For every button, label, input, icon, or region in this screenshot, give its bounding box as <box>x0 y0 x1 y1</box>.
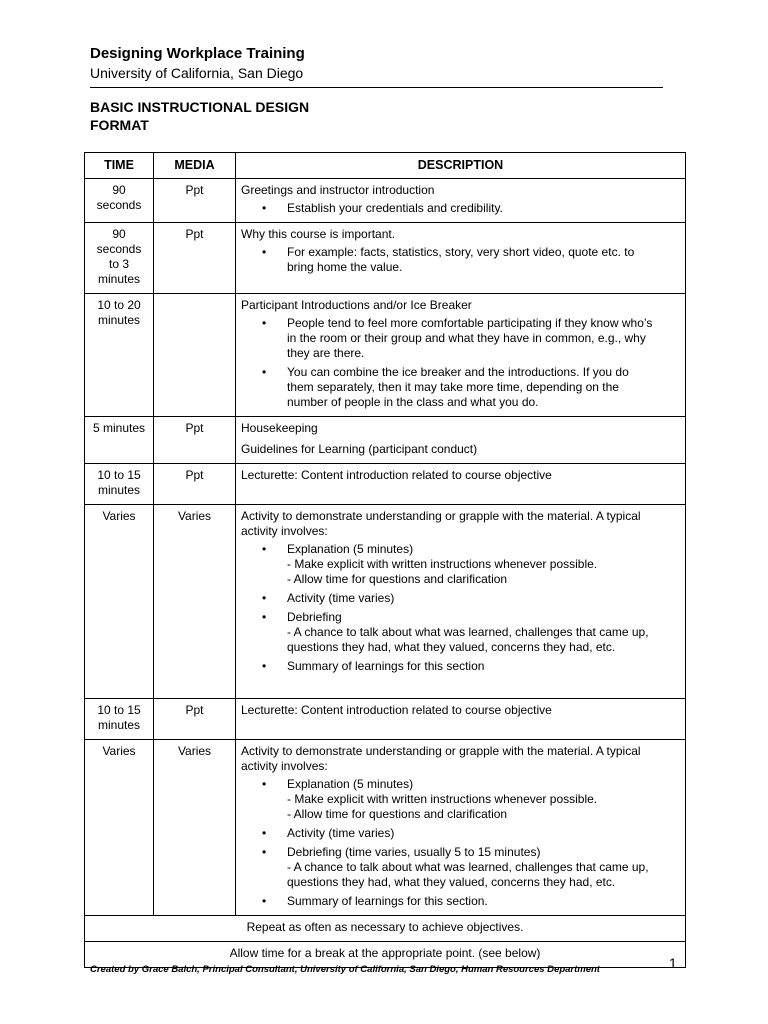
media-cell: Ppt <box>154 699 236 740</box>
bullet-text: in the room or their group and what they have in common, e.g., why <box>287 331 646 345</box>
table-row <box>85 505 686 699</box>
time-text: Varies <box>102 509 136 523</box>
bullet-list <box>241 316 680 410</box>
time-text: minutes <box>97 483 141 497</box>
description-cell <box>236 223 686 294</box>
bullet-item <box>241 777 680 822</box>
media-cell: Ppt <box>154 417 236 464</box>
time-text: to 3 <box>108 257 129 271</box>
description-text: activity involves: <box>241 524 328 538</box>
bullet-icon: • <box>262 365 267 379</box>
bullet-icon: • <box>262 826 267 840</box>
bullet-list <box>241 777 680 909</box>
media-cell: Ppt <box>154 179 236 223</box>
description-text: Lecturette: Content introduction related to course objective <box>241 703 552 717</box>
time-text: minutes <box>97 272 141 286</box>
description-text: Housekeeping <box>241 421 318 435</box>
description-text: Activity to demonstrate understanding or grapple with the material. A typical <box>241 509 641 523</box>
time-cell <box>85 223 154 294</box>
time-cell <box>85 179 154 223</box>
bullet-icon: • <box>262 894 267 908</box>
sub-item-continuation: questions they had, what they valued, concerns they had, etc. <box>287 640 616 654</box>
header-description: DESCRIPTION <box>236 153 686 179</box>
media-cell: Varies <box>154 740 236 916</box>
bullet-text: Debriefing <box>287 610 342 624</box>
description-text: activity involves: <box>241 759 328 773</box>
description-text: Participant Introductions and/or Ice Breaker <box>241 298 472 312</box>
table-row <box>85 223 686 294</box>
description-text: Lecturette: Content introduction related to course objective <box>241 468 552 482</box>
time-text: minutes <box>97 313 141 327</box>
bullet-icon: • <box>262 591 267 605</box>
bullet-icon: • <box>262 201 267 215</box>
bullet-item <box>241 365 680 410</box>
bullet-text: Debriefing (time varies, usually 5 to 15 minutes) <box>287 845 541 859</box>
description-cell <box>236 179 686 223</box>
bullet-list <box>241 542 680 674</box>
bullet-icon: • <box>262 845 267 859</box>
description-cell <box>236 417 686 464</box>
bullet-list <box>241 245 680 275</box>
description-text: Activity to demonstrate understanding or grapple with the material. A typical <box>241 744 641 758</box>
description-cell <box>236 740 686 916</box>
time-cell <box>85 699 154 740</box>
description-text: Why this course is important. <box>241 227 396 241</box>
bullet-item <box>241 659 680 674</box>
description-text: Guidelines for Learning (participant conduct) <box>241 442 478 456</box>
bullet-item <box>241 201 680 216</box>
bullet-item <box>241 826 680 841</box>
time-text: Varies <box>102 744 136 758</box>
time-text: 90 <box>112 227 126 241</box>
bullet-item <box>241 610 680 655</box>
time-text: seconds <box>96 242 142 256</box>
description-cell <box>236 505 686 699</box>
bullet-text: Establish your credentials and credibility. <box>287 201 503 215</box>
bullet-icon: • <box>262 245 267 259</box>
media-cell <box>154 294 236 417</box>
span-row-text: Repeat as often as necessary to achieve objectives. <box>85 916 686 942</box>
time-cell <box>85 740 154 916</box>
header-divider <box>90 87 663 88</box>
sub-item-text: - A chance to talk about what was learned, challenges that came up, <box>287 860 649 874</box>
sub-item-text: - Make explicit with written instructions whenever possible. <box>287 557 598 571</box>
document-title-line-2: FORMAT <box>90 117 149 133</box>
time-cell <box>85 417 154 464</box>
bullet-item <box>241 245 680 275</box>
time-cell <box>85 505 154 699</box>
header-media: MEDIA <box>154 153 236 179</box>
description-cell <box>236 294 686 417</box>
footer-credit: Created by Grace Balch, Principal Consultant, University of California, San Diego, Human Resources Department <box>90 964 600 975</box>
header-time: TIME <box>85 153 154 179</box>
table-row <box>85 417 686 464</box>
sub-item-continuation: questions they had, what they valued, concerns they had, etc. <box>287 875 616 889</box>
document-title-line-1: BASIC INSTRUCTIONAL DESIGN <box>90 99 310 115</box>
bullet-text: People tend to feel more comfortable participating if they know who’s <box>287 316 653 330</box>
time-text: 90 <box>112 183 126 197</box>
bullet-text: For example: facts, statistics, story, very short video, quote etc. to <box>287 245 635 259</box>
table-row <box>85 464 686 505</box>
bullet-text: bring home the value. <box>287 260 403 274</box>
table-row <box>85 740 686 916</box>
bullet-icon: • <box>262 316 267 330</box>
bullet-text: Explanation (5 minutes) <box>287 777 414 791</box>
bullet-text: You can combine the ice breaker and the introductions. If you do <box>287 365 629 379</box>
bullet-text: them separately, then it may take more time, depending on the <box>287 380 619 394</box>
media-cell: Varies <box>154 505 236 699</box>
page-number: 1 <box>669 955 677 971</box>
bullet-text: Activity (time varies) <box>287 591 395 605</box>
media-cell: Ppt <box>154 223 236 294</box>
time-text: 5 minutes <box>92 421 146 435</box>
time-cell <box>85 464 154 505</box>
time-text: 10 to 15 <box>97 468 141 482</box>
span-row <box>85 916 686 942</box>
bullet-item <box>241 316 680 361</box>
description-cell <box>236 699 686 740</box>
sub-item-text: - Allow time for questions and clarification <box>287 807 508 821</box>
time-text: minutes <box>97 718 141 732</box>
bullet-item <box>241 894 680 909</box>
bullet-icon: • <box>262 659 267 673</box>
table-row <box>85 699 686 740</box>
document-title <box>90 98 309 134</box>
time-cell <box>85 294 154 417</box>
bullet-text: Summary of learnings for this section <box>287 659 485 673</box>
bullet-text: number of people in the class and what you do. <box>287 395 539 409</box>
schedule-table <box>84 152 686 968</box>
bullet-icon: • <box>262 777 267 791</box>
sub-item-text: - Make explicit with written instructions whenever possible. <box>287 792 598 806</box>
description-text: Greetings and instructor introduction <box>241 183 435 197</box>
bullet-text: Summary of learnings for this section. <box>287 894 488 908</box>
bullet-item <box>241 845 680 890</box>
header-subtitle: University of California, San Diego <box>90 65 304 81</box>
time-text: seconds <box>96 198 142 212</box>
bullet-text: Explanation (5 minutes) <box>287 542 414 556</box>
bullet-item <box>241 591 680 606</box>
bullet-list <box>241 201 680 216</box>
span-row-text: Allow time for a break at the appropriate point. (see below) <box>85 942 686 968</box>
table-header-row <box>85 153 686 179</box>
bullet-icon: • <box>262 610 267 624</box>
table-row <box>85 294 686 417</box>
bullet-item <box>241 542 680 587</box>
bullet-icon: • <box>262 542 267 556</box>
media-cell: Ppt <box>154 464 236 505</box>
header-title: Designing Workplace Training <box>90 45 305 62</box>
bullet-text: Activity (time varies) <box>287 826 395 840</box>
table-row <box>85 179 686 223</box>
sub-item-text: - A chance to talk about what was learned, challenges that came up, <box>287 625 649 639</box>
time-text: 10 to 20 <box>97 298 141 312</box>
sub-item-text: - Allow time for questions and clarification <box>287 572 508 586</box>
description-cell <box>236 464 686 505</box>
time-text: 10 to 15 <box>97 703 141 717</box>
bullet-text: they are there. <box>287 346 365 360</box>
